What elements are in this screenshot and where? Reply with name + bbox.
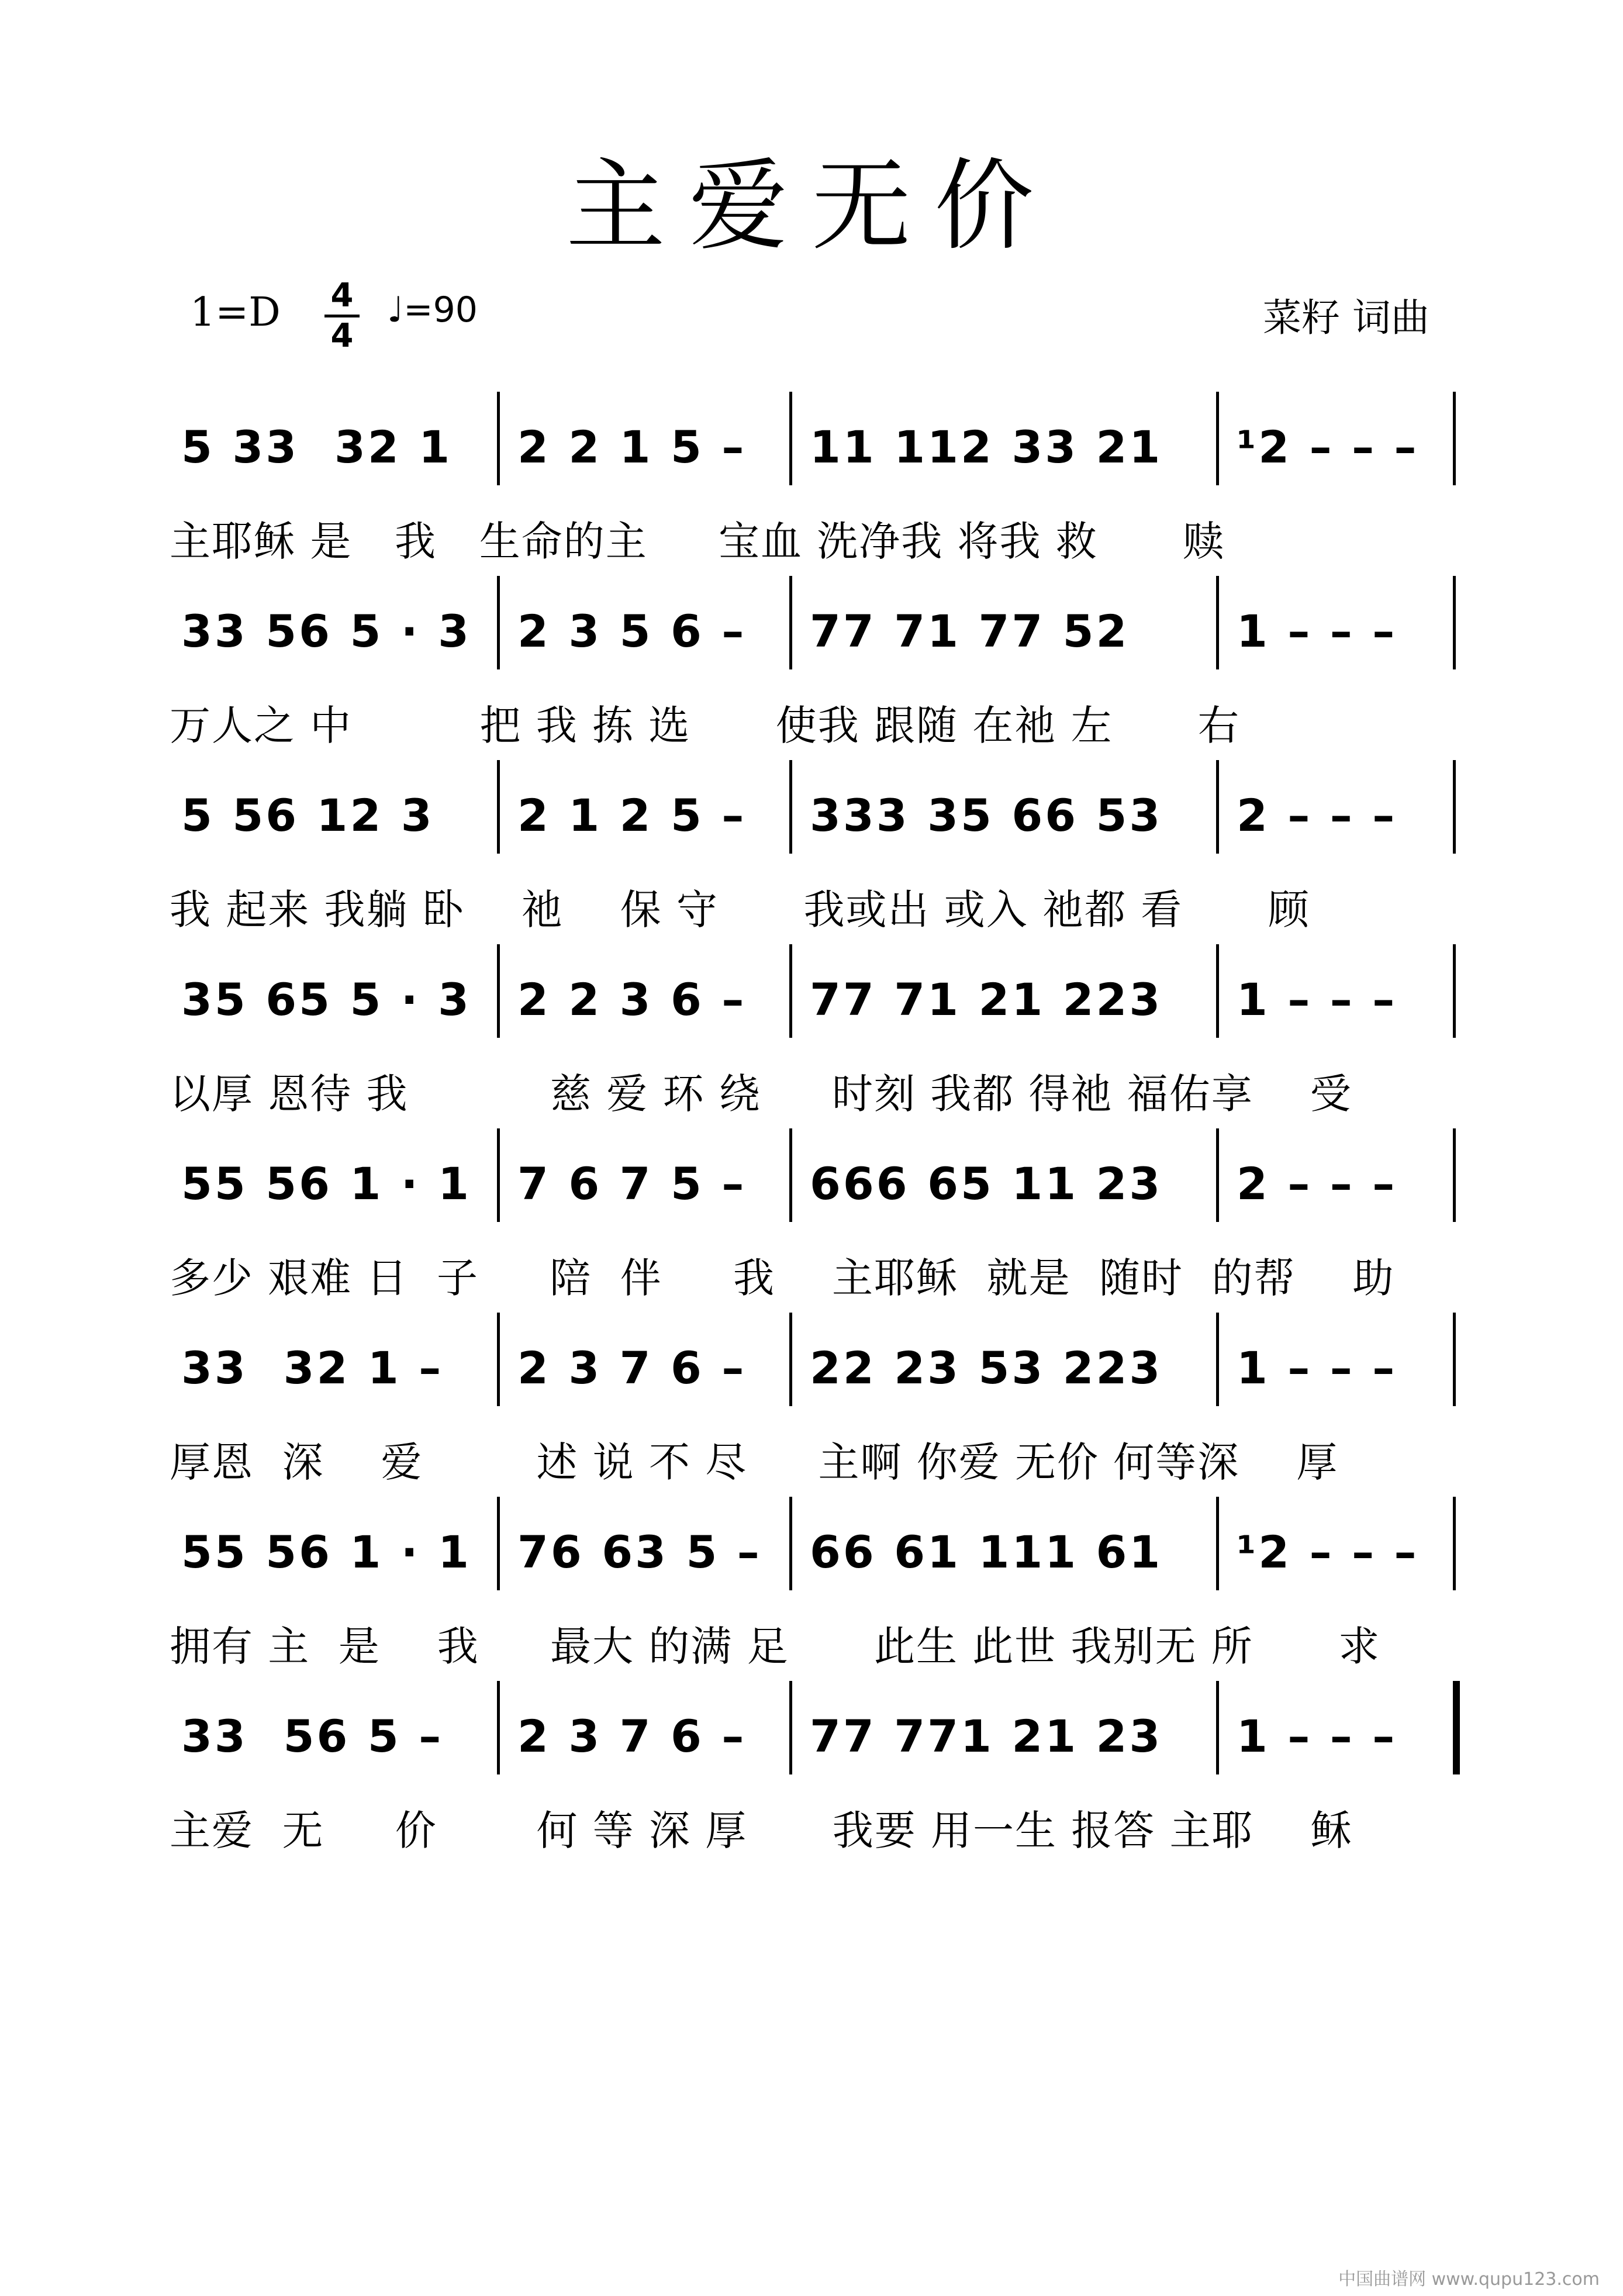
lyrics-line: 以厚 恩待 我 慈 爱 环 绕 时刻 我都 得祂 福佑享 受 [170, 1070, 1352, 1118]
barline [1216, 576, 1219, 669]
time-bottom: 4 [330, 317, 354, 355]
key-signature: 1=D [190, 289, 281, 336]
barline [789, 1313, 792, 1406]
barline [1453, 1497, 1456, 1590]
barline [1453, 576, 1456, 669]
barline [1216, 760, 1219, 854]
measure: 33 56 5 – [181, 1710, 444, 1762]
barline [789, 1681, 792, 1774]
measure: 2 2 1 5 – [517, 421, 747, 473]
measure-row [0, 1514, 1623, 1584]
measure: 55 56 1 · 1 [181, 1526, 471, 1578]
measure: 2 – – – [1237, 789, 1397, 841]
tempo-marking: ♩=90 [387, 289, 478, 330]
measure: 5 33 32 1 [181, 421, 453, 473]
lyrics-line: 我 起来 我躺 卧 祂 保 守 我或出 或入 祂都 看 顾 [170, 886, 1310, 934]
lyrics-line: 主爱 无 价 何 等 深 厚 我要 用一生 报答 主耶 稣 [170, 1807, 1353, 1855]
measure: 66 61 111 61 [810, 1526, 1163, 1578]
lyrics-line: 厚恩 深 爱 述 说 不 尽 主啊 你爱 无价 何等深 厚 [170, 1438, 1339, 1486]
barline [1216, 1128, 1219, 1222]
measure: 2 2 3 6 – [517, 973, 747, 1026]
measure: 1 – – – [1237, 1710, 1397, 1762]
measure: 33 56 5 · 3 [181, 605, 471, 657]
measure: 666 65 11 23 [810, 1158, 1163, 1210]
song-title: 主爱无价 [565, 149, 1057, 264]
measure: ¹2 – – – [1237, 421, 1419, 473]
measure-row [0, 1146, 1623, 1216]
measure: 2 3 7 6 – [517, 1342, 747, 1394]
barline [497, 576, 500, 669]
measure-row [0, 409, 1623, 479]
barline [1216, 1497, 1219, 1590]
barline [789, 760, 792, 854]
barline [789, 944, 792, 1038]
barline [789, 392, 792, 485]
barline [497, 944, 500, 1038]
score-line [0, 593, 1623, 769]
measure: 2 3 5 6 – [517, 605, 747, 657]
score-line [0, 1146, 1623, 1321]
measure: 76 63 5 – [517, 1526, 762, 1578]
barline [1216, 944, 1219, 1038]
measure: 77 71 77 52 [810, 605, 1130, 657]
score-line [0, 409, 1623, 585]
barline [1216, 392, 1219, 485]
barline [1453, 944, 1456, 1038]
measure: 77 71 21 223 [810, 973, 1163, 1026]
barline [497, 1681, 500, 1774]
lyrics-line: 多少 艰难 日 子 陪 伴 我 主耶稣 就是 随时 的帮 助 [170, 1254, 1395, 1302]
measure: 7 6 7 5 – [517, 1158, 747, 1210]
barline [1453, 1313, 1456, 1406]
barline [1216, 1313, 1219, 1406]
barline [1453, 1681, 1460, 1774]
measure: 1 – – – [1237, 973, 1397, 1026]
barline [789, 1128, 792, 1222]
barline [789, 1497, 792, 1590]
lyrics-line: 万人之 中 把 我 拣 选 使我 跟随 在祂 左 右 [170, 702, 1241, 750]
barline [1453, 1128, 1456, 1222]
lyrics-line: 拥有 主 是 我 最大 的满 足 此生 此世 我别无 所 求 [170, 1622, 1381, 1670]
measure: 55 56 1 · 1 [181, 1158, 471, 1210]
score-line [0, 1514, 1623, 1690]
measure: ¹2 – – – [1237, 1526, 1419, 1578]
measure: 11 112 33 21 [810, 421, 1163, 473]
barline [497, 760, 500, 854]
score-line [0, 778, 1623, 953]
measure-row [0, 778, 1623, 848]
score-line [0, 962, 1623, 1137]
measure: 1 – – – [1237, 1342, 1397, 1394]
time-signature [324, 279, 360, 353]
measure-row [0, 962, 1623, 1032]
score-line [0, 1330, 1623, 1506]
measure: 2 3 7 6 – [517, 1710, 747, 1762]
measure: 1 – – – [1237, 605, 1397, 657]
measure: 35 65 5 · 3 [181, 973, 471, 1026]
measure: 22 23 53 223 [810, 1342, 1163, 1394]
measure: 2 – – – [1237, 1158, 1397, 1210]
barline [1453, 760, 1456, 854]
watermark: 中国曲谱网 www.qupu123.com [1338, 2269, 1600, 2290]
measure-row [0, 1330, 1623, 1400]
barline [497, 1313, 500, 1406]
time-top: 4 [330, 277, 354, 315]
barline [497, 1497, 500, 1590]
barline [1453, 392, 1456, 485]
measure-row [0, 593, 1623, 664]
measure: 333 35 66 53 [810, 789, 1163, 841]
measure: 2 1 2 5 – [517, 789, 747, 841]
barline [1216, 1681, 1219, 1774]
author-credit: 菜籽 词曲 [1263, 295, 1429, 340]
lyrics-line: 主耶稣 是 我 生命的主 宝血 洗净我 将我 救 赎 [170, 517, 1225, 565]
measure: 77 771 21 23 [810, 1710, 1163, 1762]
barline [497, 392, 500, 485]
score-line [0, 1698, 1623, 1874]
barline [789, 576, 792, 669]
measure: 5 56 12 3 [181, 789, 434, 841]
measure: 33 32 1 – [181, 1342, 444, 1394]
barline [497, 1128, 500, 1222]
measure-row [0, 1698, 1623, 1769]
